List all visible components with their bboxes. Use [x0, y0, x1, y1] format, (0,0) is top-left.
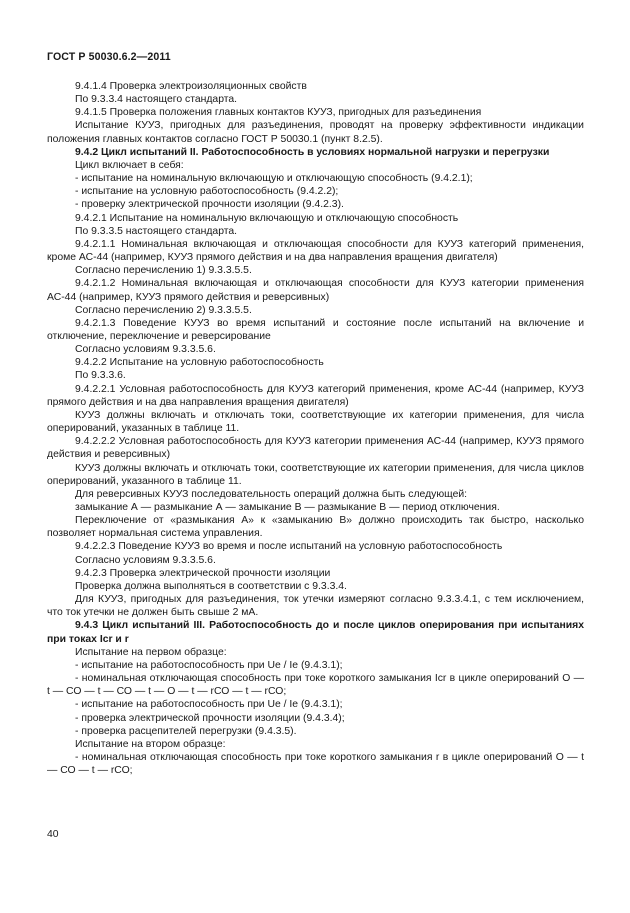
- paragraph: По 9.3.3.4 настоящего стандарта.: [75, 94, 238, 106]
- paragraph: КУУЗ должны включать и отключать токи, соответствующие их категории применения, для числа циклов оперирований, указанного в таблице 11.: [47, 462, 584, 487]
- paragraph: Испытание на втором образце:: [75, 738, 226, 750]
- paragraph: Согласно условиям 9.3.3.5.6.: [75, 554, 216, 566]
- paragraph: 9.4.1.4 Проверка электроизоляционных свойств: [75, 81, 307, 92]
- paragraph: 9.4.1.5 Проверка положения главных контактов КУУЗ, пригодных для разъединения: [75, 107, 482, 119]
- paragraph: Для реверсивных КУУЗ последовательность операций должна быть следующей:: [75, 488, 468, 500]
- paragraph: 9.4.2.2.3 Поведение КУУЗ во время и после испытаний на условную работоспособность: [75, 541, 503, 553]
- paragraph: По 9.3.3.5 настоящего стандарта.: [75, 225, 238, 237]
- paragraph: - испытание на работоспособность при Ue / Ie (9.4.3.1);: [75, 659, 343, 671]
- paragraph: 9.4.2.1.2 Номинальная включающая и отключающая способности для КУУЗ категории применения АС-44 (например, КУУЗ прямого действия и реверсивных): [47, 278, 584, 303]
- paragraph: Для КУУЗ, пригодных для разъединения, ток утечки измеряют согласно 9.3.3.4.1, с тем исключением, что ток утечки не должен быть свыше 2 мА.: [47, 594, 584, 619]
- paragraph: - испытание на работоспособность при Ue / Ie (9.4.3.1);: [75, 699, 343, 711]
- paragraph: - проверка электрической прочности изоляции (9.4.3.4);: [75, 712, 345, 724]
- paragraph: - номинальная отключающая способность при токе короткого замыкания Icr в цикле оперирований О — t — СО — t — СО — t — О — t — rСО — t — rСО;: [47, 673, 584, 698]
- section-heading: 9.4.3 Цикл испытаний III. Работоспособность до и после циклов оперирования при испытаниях при токах Icr и r: [47, 620, 584, 645]
- paragraph: Согласно условиям 9.3.3.5.6.: [75, 344, 216, 356]
- paragraph: Переключение от «размыкания А» к «замыканию В» должно происходить так быстро, насколько позволяет нормальная система управления.: [47, 515, 584, 540]
- paragraph: - номинальная отключающая способность при токе короткого замыкания r в цикле оперирований О — t — СО — t — rСО;: [47, 751, 584, 777]
- paragraph: 9.4.2.2.1 Условная работоспособность для КУУЗ категорий применения, кроме АС-44 (например, КУУЗ прямого действия и на два направления вращения двигателя): [47, 383, 584, 408]
- paragraph: 9.4.2.2.2 Условная работоспособность для КУУЗ категории применения АС-44 (например, КУУЗ прямого действия и реверсивных): [47, 436, 584, 461]
- paragraph: 9.4.2.1 Испытание на номинальную включающую и отключающую способность: [75, 212, 459, 224]
- section-heading: 9.4.2 Цикл испытаний II. Работоспособность в условиях нормальной нагрузки и перегрузки: [75, 146, 550, 158]
- paragraph: 9.4.2.1.3 Поведение КУУЗ во время испытаний и состояние после испытаний на включение и отключение, переключение и реверсирование: [47, 317, 584, 342]
- paragraph: замыкание А — размыкание А — замыкание В — размыкание В — период отключения.: [75, 502, 500, 513]
- paragraph: По 9.3.3.6.: [75, 370, 126, 382]
- paragraph: - испытание на условную работоспособность (9.4.2.2);: [75, 186, 339, 198]
- paragraph: Проверка должна выполняться в соответствии с 9.3.3.4.: [75, 580, 347, 592]
- paragraph: - проверку электрической прочности изоляции (9.4.2.3).: [75, 199, 344, 211]
- paragraph: Согласно перечислению 1) 9.3.3.5.5.: [75, 265, 252, 277]
- document-header: ГОСТ Р 50030.6.2—2011: [47, 51, 171, 63]
- paragraph: 9.4.2.3 Проверка электрической прочности изоляции: [75, 567, 331, 579]
- page-number: 40: [47, 829, 59, 840]
- paragraph: Цикл включает в себя:: [75, 159, 184, 171]
- paragraph: 9.4.2.1.1 Номинальная включающая и отключающая способности для КУУЗ категорий применения, кроме АС-44 (например, КУУЗ прямого действия и на два направления вращения двигателя): [47, 238, 584, 264]
- paragraph: Испытание КУУЗ, пригодных для разъединения, проводят на проверку эффективности индикации положения главных контактов согласно ГОСТ Р 50030.1 (пункт 8.2.5).: [47, 120, 584, 145]
- document-body: [47, 80, 584, 777]
- paragraph: - испытание на номинальную включающую и отключающую способность (9.4.2.1);: [75, 173, 473, 185]
- paragraph: Согласно перечислению 2) 9.3.3.5.5.: [75, 304, 252, 316]
- paragraph: Испытание на первом образце:: [75, 646, 227, 658]
- paragraph: КУУЗ должны включать и отключать токи, соответствующие их категории применения, для числа оперирований, указанных в таблице 11.: [47, 409, 584, 435]
- paragraph: 9.4.2.2 Испытание на условную работоспособность: [75, 357, 324, 369]
- paragraph: - проверка расцепителей перегрузки (9.4.3.5).: [75, 725, 297, 737]
